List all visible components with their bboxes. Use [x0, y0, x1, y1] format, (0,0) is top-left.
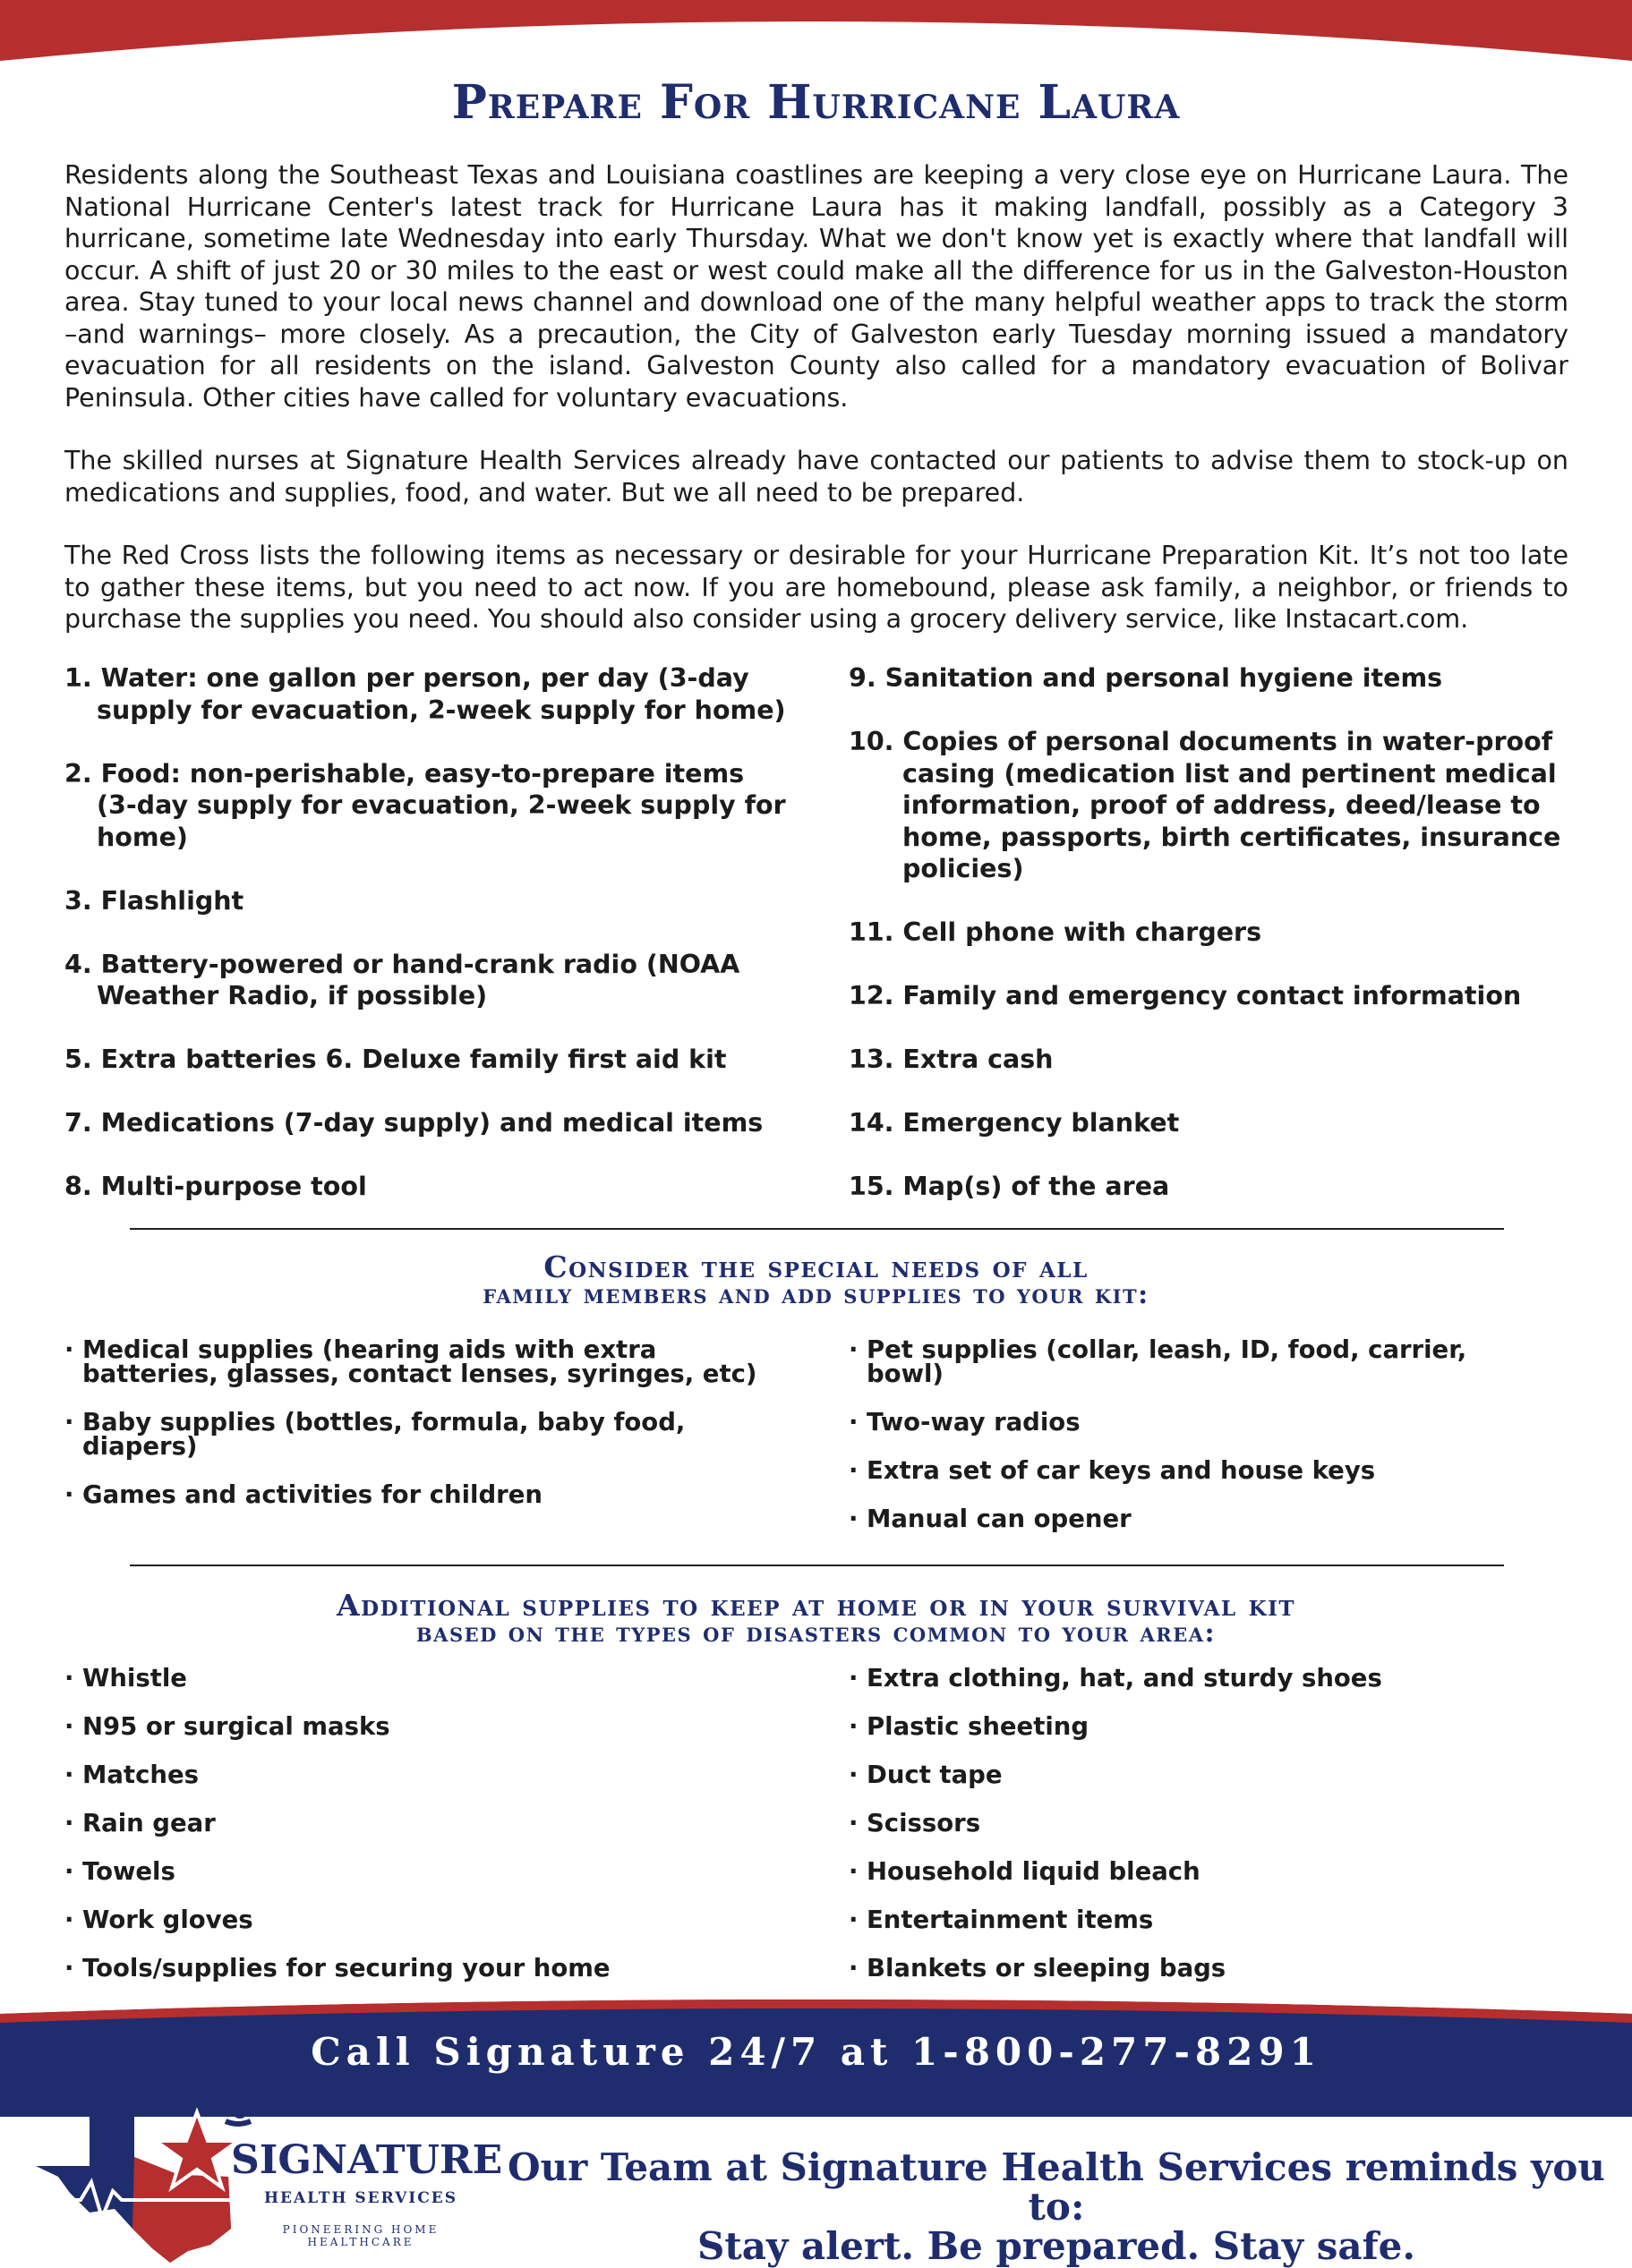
list-item: · Extra set of car keys and house keys — [849, 1459, 1493, 1483]
brand-tagline: PIONEERING HOME HEALTHCARE — [282, 2223, 440, 2248]
list-item: · Scissors — [849, 1812, 1529, 1836]
divider — [130, 1228, 1504, 1230]
kit-item: 11. Cell phone with chargers — [849, 917, 1262, 947]
special-needs-list-left — [64, 1335, 781, 1509]
kit-item: 14. Emergency blanket — [849, 1108, 1180, 1138]
list-item: · Medical supplies (hearing aids with extra batteries, glasses, contact lenses, syringes, etc) — [64, 1338, 781, 1386]
divider — [130, 1565, 1504, 1566]
list-item: · Baby supplies (bottles, formula, baby food, diapers) — [64, 1411, 781, 1459]
kit-item: 2. Food: non-perishable, easy-to-prepare items (3-day supply for evacuation, 2-week supply for home) — [64, 758, 786, 852]
page-title: Prepare For Hurricane Laura — [451, 75, 1181, 130]
kit-item: 10. Copies of personal documents in water-proof casing (medication list and pertinent medical information, proof of address, deed/lease to home, passports, birth certificates, insurance policies) — [849, 727, 1561, 883]
list-item: · Rain gear — [64, 1812, 781, 1836]
kit-item: 9. Sanitation and personal hygiene items — [849, 663, 1443, 693]
list-item: · Duct tape — [849, 1763, 1529, 1787]
reminder-line: Stay alert. Be prepared. Stay safe. — [697, 2224, 1415, 2268]
list-item: · Household liquid bleach — [849, 1860, 1529, 1884]
list-item: · Extra clothing, hat, and sturdy shoes — [849, 1667, 1529, 1691]
intro-paragraph: Residents along the Southeast Texas and Louisiana coastlines are keeping a very close eye on Hurricane Laura. The National Hurricane Center's latest track for Hurricane Laura has it making landfall, possibly as a Category 3 hurricane, sometime late Wednesday into early Thursday. What we don't know yet is exactly where that landfall will occur. A shift of just 20 or 30 miles to the east or west could make all the difference for us in the Galveston-Houston area. Stay tuned to your local news channel and download one of the many helpful weather apps to track the storm –and warnings– more closely. As a precaution, the City of Galveston early Tuesday morning issued a mandatory evacuation for all residents on the island. Galveston County also called for a mandatory evacuation of Bolivar Peninsula. Other cities have called for voluntary evacuations. — [64, 160, 1568, 413]
kit-item: 3. Flashlight — [64, 885, 244, 916]
list-item: · Whistle — [64, 1667, 781, 1691]
kit-list-left — [64, 662, 790, 1234]
list-item: · Two-way radios — [849, 1411, 1493, 1435]
special-needs-heading — [0, 1249, 1632, 1310]
list-item: · N95 or surgical masks — [64, 1715, 781, 1739]
list-item: · Manual can opener — [849, 1507, 1493, 1531]
special-needs-list-right — [849, 1335, 1493, 1533]
kit-item: 4. Battery-powered or hand-crank radio (NOAA Weather Radio, if possible) — [64, 949, 740, 1010]
kit-item: 1. Water: one gallon per person, per day (3-day supply for evacuation, 2-week supply for home) — [64, 663, 786, 725]
kit-item: 8. Multi-purpose tool — [64, 1172, 367, 1201]
reminder-message — [501, 2145, 1611, 2268]
kit-item: 7. Medications (7-day supply) and medical items — [64, 1108, 764, 1138]
reminder-line: Our Team at Signature Health Services reminds you to: — [508, 2145, 1605, 2229]
list-item: · Games and activities for children — [64, 1483, 781, 1507]
list-item: · Towels — [64, 1860, 781, 1884]
kit-list-right — [849, 662, 1583, 1234]
kit-item: 13. Extra cash — [849, 1044, 1054, 1074]
list-item: · Plastic sheeting — [849, 1715, 1529, 1739]
kit-item: 5. Extra batteries 6. Deluxe family first aid kit — [64, 1044, 727, 1074]
list-item: · Pet supplies (collar, leash, ID, food, carrier, bowl) — [849, 1338, 1493, 1386]
brand-subtitle: HEALTH SERVICES — [263, 2189, 458, 2207]
intro-paragraph: The Red Cross lists the following items as necessary or desirable for your Hurricane Preparation Kit. It’s not too late to gather these items, but you need to act now. If you are homebound, please ask family, a neighbor, or friends to purchase the supplies you need. You should also consider using a grocery delivery service, like Instacart.com. — [64, 541, 1568, 634]
additional-list-left — [64, 1664, 781, 1982]
heading-line: Additional supplies to keep at home or in your survival kit — [337, 1588, 1295, 1623]
top-red-band — [0, 0, 1632, 72]
intro-paragraph: The skilled nurses at Signature Health Services already have contacted our patients to advise them to stock-up on medications and supplies, food, and water. But we all need to be prepared. — [64, 446, 1568, 507]
list-item: · Entertainment items — [849, 1908, 1529, 1932]
call-line: Call Signature 24/7 at 1-800-277-8291 — [311, 2030, 1321, 2074]
list-item: · Blankets or sleeping bags — [849, 1957, 1529, 1981]
heading-line: based on the types of disasters common to your area: — [415, 1617, 1217, 1649]
additional-list-right — [849, 1664, 1529, 1982]
list-item: · Work gloves — [64, 1908, 781, 1932]
list-item: · Tools/supplies for securing your home — [64, 1957, 781, 1981]
kit-item: 15. Map(s) of the area — [849, 1172, 1170, 1201]
intro-section — [64, 159, 1568, 667]
brand-name: SIGNATURE — [231, 2137, 503, 2183]
additional-supplies-heading — [0, 1588, 1632, 1649]
heading-line: family members and add supplies to your kit: — [483, 1279, 1149, 1310]
list-item: · Matches — [64, 1763, 781, 1787]
kit-item: 12. Family and emergency contact information — [849, 981, 1522, 1010]
heading-line: Consider the special needs of all — [543, 1249, 1089, 1284]
